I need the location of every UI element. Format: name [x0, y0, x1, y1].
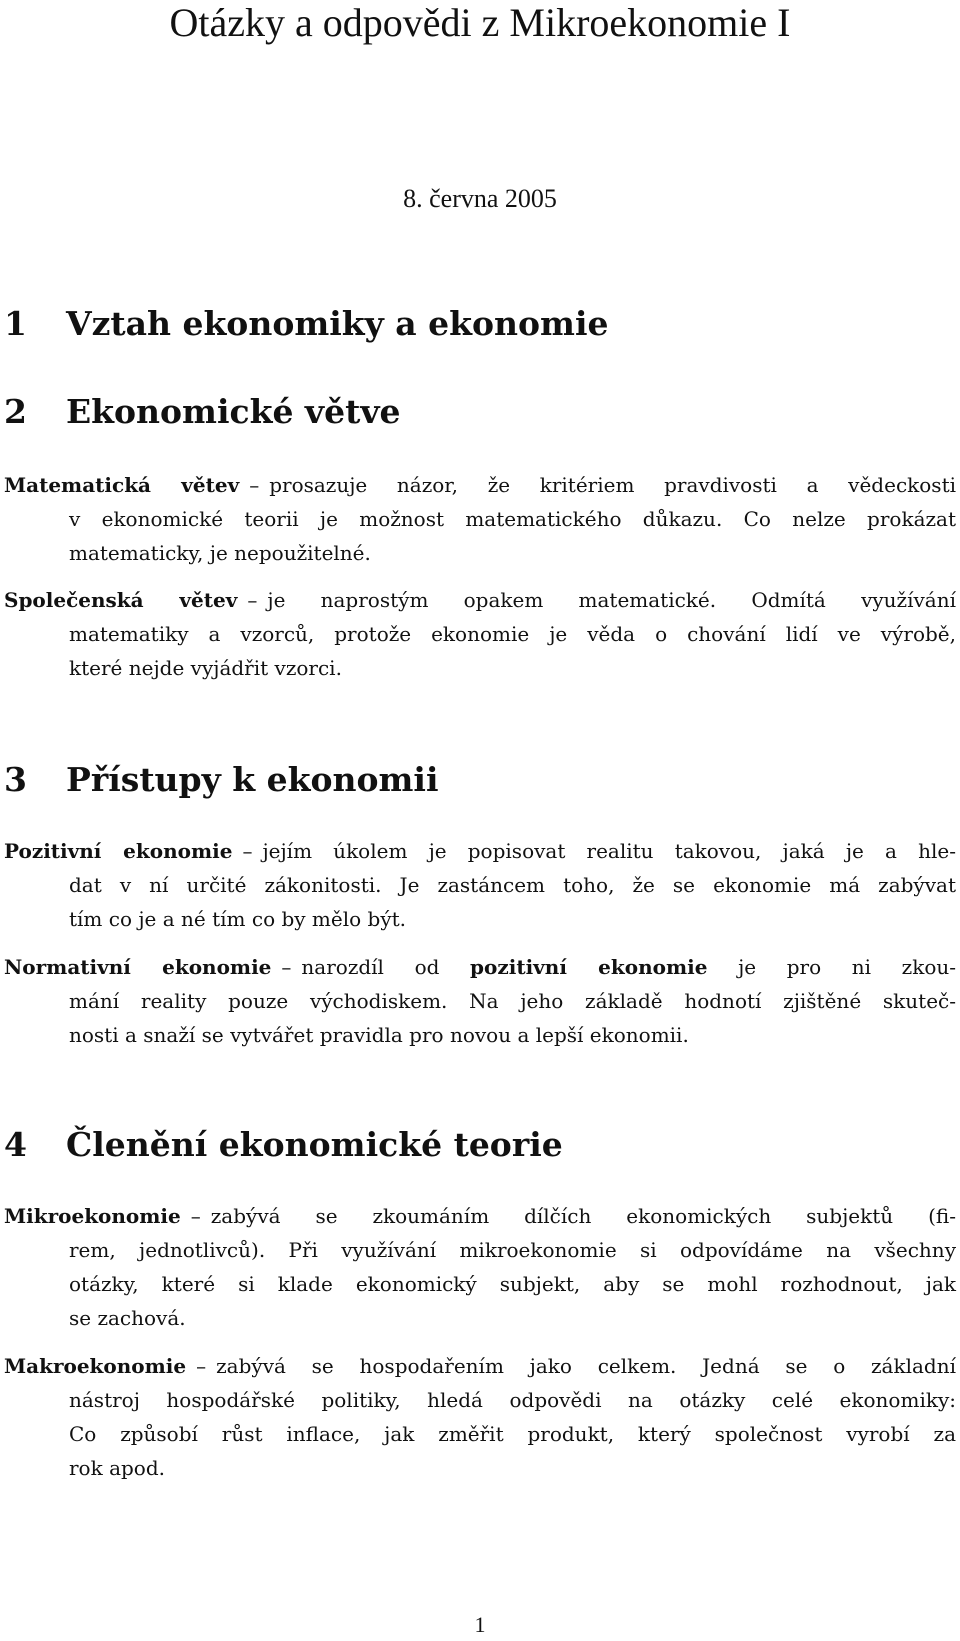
definition-line: otázky, které si klade ekonomický subjekt, aby se mohl rozhodnout, jak: [69, 1272, 956, 1296]
definition-line: rok apod.: [69, 1456, 166, 1480]
definition-first-line: Mikroekonomie – zabývá se zkoumáním dílčích ekonomických subjektů (fi-: [4, 1204, 956, 1228]
definition-line: rem, jednotlivců). Při využívání mikroekonomie si odpovídáme na všechny: [69, 1238, 956, 1262]
document-title: Otázky a odpovědi z Mikroekonomie I: [169, 0, 791, 45]
definition-first-line: Matematická větev – prosazuje názor, že kritériem pravdivosti a vědeckosti: [4, 473, 957, 497]
definition-line: Co způsobí růst inflace, jak změřit produkt, který společnost vyrobí za: [69, 1422, 956, 1446]
definition-pozitivni-ekonomie: [4, 834, 956, 936]
definition-line: matematiky a vzorců, protože ekonomie je věda o chování lidí ve výrobě,: [69, 622, 956, 646]
section-title: Ekonomické větve: [66, 392, 401, 431]
definition-line: mání reality pouze východiskem. Na jeho základě hodnotí zjištěné skuteč-: [69, 989, 956, 1013]
definition-first-line: Normativní ekonomie – narozdíl od pozitivní ekonomie je pro ni zkou-: [4, 955, 957, 979]
section-number: 3: [4, 760, 27, 799]
definition-normativni-ekonomie: [4, 950, 956, 1052]
section-heading-2: [4, 392, 401, 432]
definition-spolecenska-vetev: [4, 583, 956, 685]
page-number: 1: [474, 1612, 486, 1637]
definition-line: nástroj hospodářské politiky, hledá odpovědi na otázky celé ekonomiky:: [69, 1388, 956, 1412]
section-heading-3: [4, 760, 439, 800]
section-title: Členění ekonomické teorie: [66, 1125, 563, 1164]
definition-term: Mikroekonomie: [4, 1204, 181, 1228]
inline-term-reference: pozitivní ekonomie: [470, 955, 708, 979]
section-number: 2: [4, 392, 27, 431]
section-number: 4: [4, 1125, 27, 1164]
definition-mikroekonomie: [4, 1199, 956, 1335]
definition-line: nosti a snaží se vytvářet pravidla pro novou a lepší ekonomii.: [69, 1023, 689, 1047]
definition-line: v ekonomické teorii je možnost matematického důkazu. Co nelze prokázat: [69, 507, 956, 531]
definition-line: matematicky, je nepoužitelné.: [69, 541, 371, 565]
definition-term: Společenská větev: [4, 588, 238, 612]
section-title: Vztah ekonomiky a ekonomie: [66, 304, 609, 343]
definition-line: tím co je a né tím co by mělo být.: [69, 907, 407, 931]
definition-first-line: Makroekonomie – zabývá se hospodařením jako celkem. Jedná se o základní: [4, 1354, 956, 1378]
definition-first-line: Pozitivní ekonomie – jejím úkolem je popisovat realitu takovou, jaká je a hle-: [4, 839, 956, 863]
definition-term: Pozitivní ekonomie: [4, 839, 233, 863]
section-heading-1: [4, 304, 609, 344]
section-title: Přístupy k ekonomii: [66, 760, 439, 799]
definition-line: dat v ní určité zákonitosti. Je zastáncem toho, že se ekonomie má zabývat: [69, 873, 956, 897]
section-heading-4: [4, 1125, 563, 1165]
definition-first-line: Společenská větev – je naprostým opakem matematické. Odmítá využívání: [4, 588, 956, 612]
definition-line: se zachová.: [69, 1306, 186, 1330]
section-number: 1: [4, 304, 27, 343]
document-date: 8. června 2005: [403, 184, 557, 213]
definition-makroekonomie: [4, 1349, 956, 1485]
definition-term: Makroekonomie: [4, 1354, 187, 1378]
definition-term: Normativní ekonomie: [4, 955, 272, 979]
definition-matematicka-vetev: [4, 468, 956, 570]
definition-line: které nejde vyjádřit vzorci.: [69, 656, 342, 680]
definition-term: Matematická větev: [4, 473, 240, 497]
